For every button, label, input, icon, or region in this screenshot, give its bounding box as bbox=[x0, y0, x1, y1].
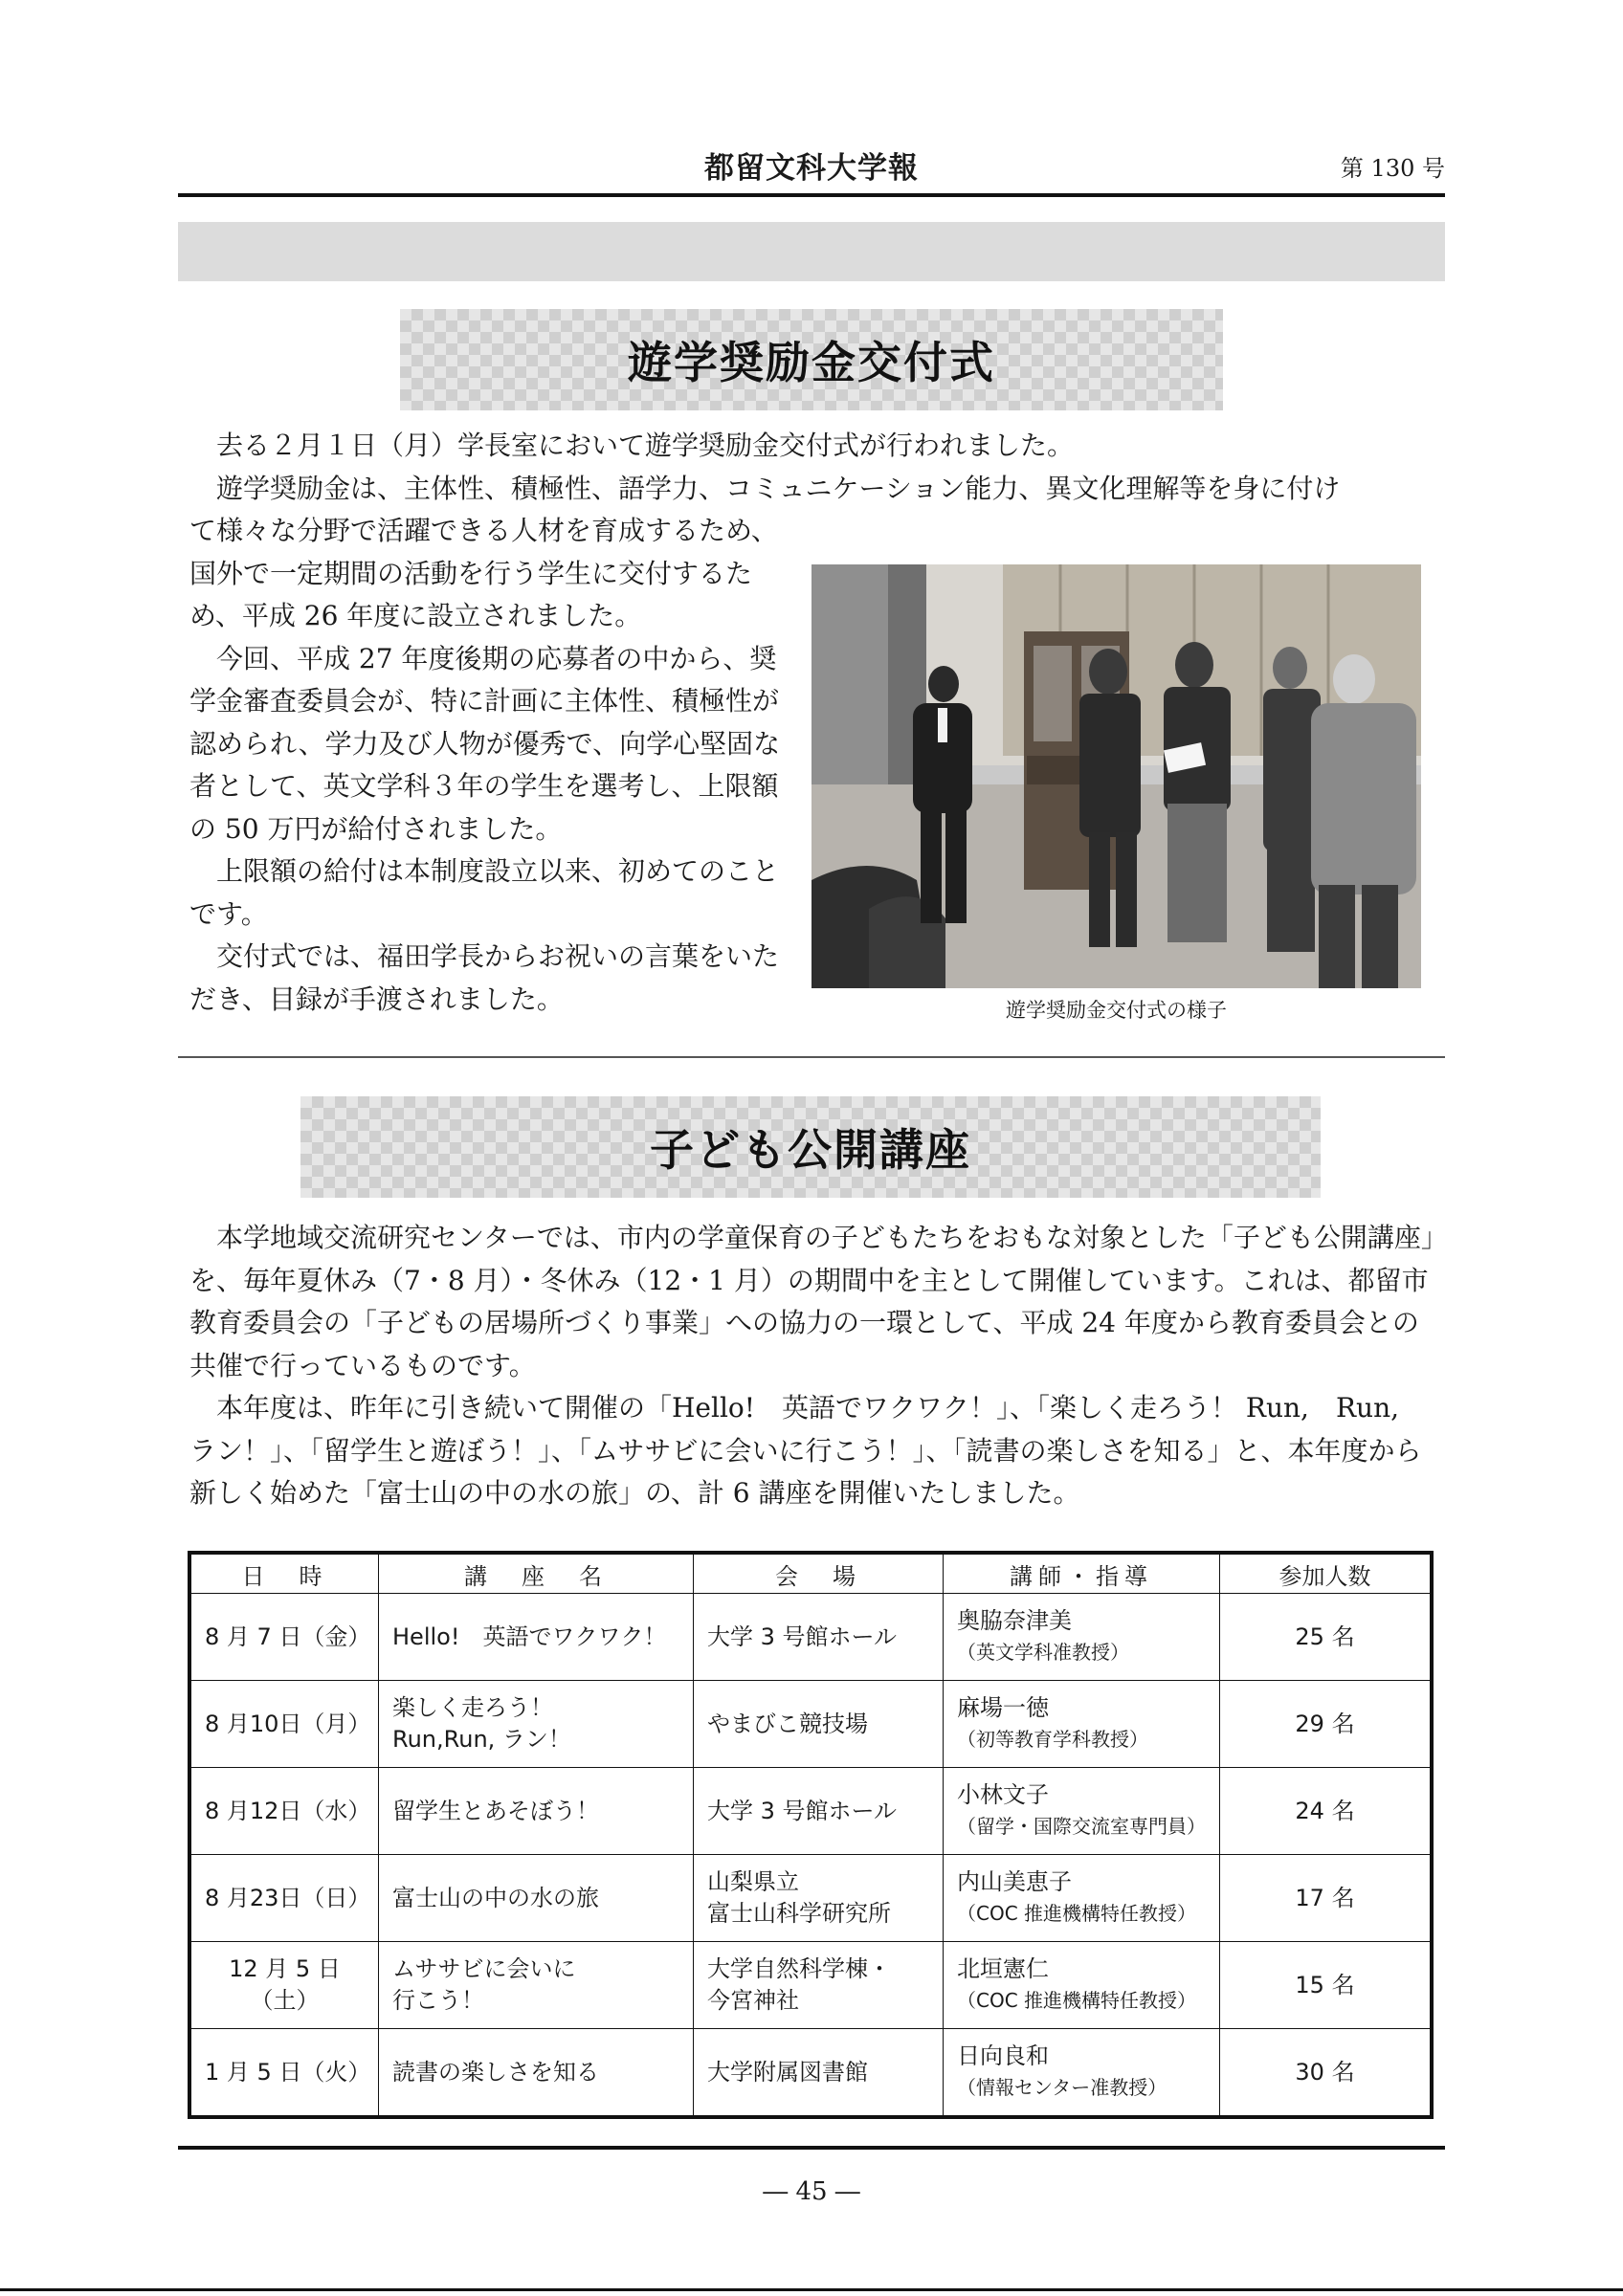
instructor-cell bbox=[944, 1942, 1220, 2029]
instructor-name: 奥脇奈津美 bbox=[957, 1607, 1072, 1634]
count-text: 15 名 bbox=[1295, 1971, 1355, 1998]
participant-count bbox=[1220, 1681, 1431, 1768]
participant-count bbox=[1220, 1942, 1431, 2029]
column-header: 日 時 bbox=[191, 1555, 379, 1594]
page-number: ― 45 ― bbox=[763, 2177, 860, 2206]
venue-line: 富士山科学研究所 bbox=[707, 1900, 891, 1927]
participant-count bbox=[1220, 2029, 1431, 2116]
count-text: 30 名 bbox=[1295, 2058, 1355, 2086]
venue-cell bbox=[694, 1594, 944, 1681]
date-text: 8 月 7 日（金） bbox=[205, 1623, 371, 1650]
paragraph: て様々な分野で活躍できる人材を育成するため、国外で一定期間の活動を行う学生に交付するため、平成 26 年度に設立されました。 bbox=[189, 515, 778, 631]
instructor-cell bbox=[944, 1768, 1220, 1855]
date-cell bbox=[191, 1855, 379, 1942]
table-row bbox=[191, 1594, 1431, 1681]
issue-number: 第 130 号 bbox=[1340, 155, 1445, 182]
participant-count bbox=[1220, 1855, 1431, 1942]
course-cell bbox=[379, 1855, 694, 1942]
instructor-title: （初等教育学科教授） bbox=[957, 1728, 1148, 1751]
instructor-title: （情報センター准教授） bbox=[957, 2076, 1167, 2099]
course-name-line: 読書の楽しさを知る bbox=[392, 2058, 599, 2086]
course-name-line: Hello! 英語でワクワク！ bbox=[392, 1623, 667, 1650]
section-banner-children-lecture bbox=[300, 1096, 1321, 1198]
section-title: 子ども公開講座 bbox=[650, 1124, 971, 1176]
paragraph: 本学地域交流研究センターでは、市内の学童保育の子どもたちをおもな対象とした「子ども公開講座」を、毎年夏休み（7・8 月）・冬休み（12・1 月）の期間中を主として開催しています。これは、都留市教育委員会の「子どもの居場所づくり事業」への協力の一環として、平成 24 年度から教育委員会との共催で行っているものです。 bbox=[189, 1222, 1434, 1381]
venue-line: 大学自然科学棟・ bbox=[707, 1955, 891, 1982]
count-text: 17 名 bbox=[1295, 1884, 1355, 1911]
date-cell bbox=[191, 1768, 379, 1855]
instructor-title: （COC 推進機構特任教授） bbox=[957, 1902, 1197, 1925]
date-text: 1 月 5 日（火） bbox=[205, 2058, 371, 2086]
date-text: 12 月 5 日（土） bbox=[229, 1955, 341, 2014]
course-name-line: 留学生とあそぼう！ bbox=[392, 1797, 599, 1824]
instructor-name: 内山美恵子 bbox=[957, 1868, 1072, 1895]
course-cell bbox=[379, 1768, 694, 1855]
paragraph: 遊学奨励金は、主体性、積極性、語学力、コミュニケーション能力、異文化理解等を身に付け bbox=[216, 472, 1341, 504]
venue-line: 山梨県立 bbox=[707, 1868, 799, 1895]
course-name-line: 行こう！ bbox=[392, 1987, 484, 2014]
paragraph: 去る２月１日（月）学長室において遊学奨励金交付式が行われました。 bbox=[216, 430, 1075, 461]
table-row bbox=[191, 1681, 1431, 1768]
article-text-top bbox=[189, 425, 1445, 510]
ceremony-photo bbox=[812, 564, 1421, 988]
instructor-title: （COC 推進機構特任教授） bbox=[957, 1989, 1197, 2012]
article-text-column bbox=[189, 510, 792, 1021]
venue-line: 大学 3 号館ホール bbox=[707, 1623, 898, 1650]
table-row bbox=[191, 2029, 1431, 2116]
date-cell bbox=[191, 2029, 379, 2116]
course-name-line: 楽しく走ろう！ bbox=[392, 1694, 553, 1721]
date-cell bbox=[191, 1942, 379, 2029]
count-text: 25 名 bbox=[1295, 1623, 1355, 1650]
footer-rule bbox=[178, 2146, 1445, 2150]
instructor-cell bbox=[944, 1855, 1220, 1942]
instructor-cell bbox=[944, 1681, 1220, 1768]
instructor-name: 北垣憲仁 bbox=[957, 1955, 1049, 1982]
paragraph: 今回、平成 27 年度後期の応募者の中から、奨学金審査委員会が、特に計画に主体性、積極性が認められ、学力及び人物が優秀で、向学心堅固な者として、英文学科３年の学生を選考し、上限額の 50 万円が給付されました。 bbox=[189, 642, 781, 845]
section-divider bbox=[178, 1056, 1445, 1058]
course-cell bbox=[379, 2029, 694, 2116]
section-banner-scholarship bbox=[400, 309, 1223, 410]
venue-line: 今宮神社 bbox=[707, 1987, 799, 2014]
venue-cell bbox=[694, 1768, 944, 1855]
instructor-name: 日向良和 bbox=[957, 2042, 1049, 2069]
category-bar bbox=[178, 222, 1445, 281]
article-text-children bbox=[189, 1217, 1445, 1515]
instructor-title: （留学・国際交流室専門員） bbox=[957, 1815, 1206, 1838]
venue-cell bbox=[694, 1681, 944, 1768]
section-title: 遊学奨励金交付式 bbox=[628, 337, 995, 388]
date-text: 8 月10日（月） bbox=[205, 1710, 371, 1737]
participant-count bbox=[1220, 1594, 1431, 1681]
photo-caption: 遊学奨励金交付式の様子 bbox=[1006, 999, 1227, 1022]
instructor-title: （英文学科准教授） bbox=[957, 1641, 1129, 1664]
table-row bbox=[191, 1768, 1431, 1855]
participant-count bbox=[1220, 1768, 1431, 1855]
course-cell bbox=[379, 1594, 694, 1681]
venue-line: 大学 3 号館ホール bbox=[707, 1797, 898, 1824]
date-text: 8 月23日（日） bbox=[205, 1884, 371, 1911]
table-row bbox=[191, 1855, 1431, 1942]
venue-line: 大学附属図書館 bbox=[707, 2058, 868, 2086]
count-text: 24 名 bbox=[1295, 1797, 1355, 1824]
paragraph: 本年度は、昨年に引き続いて開催の「Hello! 英語でワクワク！」、「楽しく走ろう！ Run, Run, ラン！」、「留学生と遊ぼう！」、「ムササビに会いに行こう！」、「読書の楽しさを知る」と、本年度から新しく始めた「富士山の中の水の旅」の、計 6 講座を開催いたしました。 bbox=[189, 1392, 1427, 1509]
table-row bbox=[191, 1942, 1431, 2029]
venue-line: やまびこ競技場 bbox=[707, 1710, 868, 1737]
column-header: 講師・指導 bbox=[944, 1555, 1220, 1594]
instructor-name: 麻場一徳 bbox=[957, 1694, 1049, 1721]
table-header-row bbox=[191, 1555, 1431, 1594]
header-rule bbox=[178, 193, 1445, 197]
date-text: 8 月12日（水） bbox=[205, 1797, 371, 1824]
date-cell bbox=[191, 1681, 379, 1768]
count-text: 29 名 bbox=[1295, 1710, 1355, 1737]
lecture-schedule-table bbox=[188, 1551, 1434, 2119]
column-header: 参加人数 bbox=[1220, 1555, 1431, 1594]
column-header: 会 場 bbox=[694, 1555, 944, 1594]
course-cell bbox=[379, 1681, 694, 1768]
newsletter-title: 都留文科大学報 bbox=[704, 151, 919, 186]
instructor-name: 小林文子 bbox=[957, 1781, 1049, 1808]
column-header: 講 座 名 bbox=[379, 1555, 694, 1594]
paragraph: 交付式では、福田学長からお祝いの言葉をいただき、目録が手渡されました。 bbox=[189, 940, 780, 1015]
course-name-line: ムササビに会いに bbox=[392, 1955, 576, 1982]
course-cell bbox=[379, 1942, 694, 2029]
date-cell bbox=[191, 1594, 379, 1681]
venue-cell bbox=[694, 1942, 944, 2029]
scan-edge bbox=[0, 2288, 1623, 2291]
paragraph: 上限額の給付は本制度設立以来、初めてのことです。 bbox=[189, 855, 780, 930]
course-name-line: 富士山の中の水の旅 bbox=[392, 1884, 599, 1911]
venue-cell bbox=[694, 1855, 944, 1942]
instructor-cell bbox=[944, 2029, 1220, 2116]
course-name-line: Run,Run, ラン！ bbox=[392, 1726, 571, 1753]
instructor-cell bbox=[944, 1594, 1220, 1681]
venue-cell bbox=[694, 2029, 944, 2116]
